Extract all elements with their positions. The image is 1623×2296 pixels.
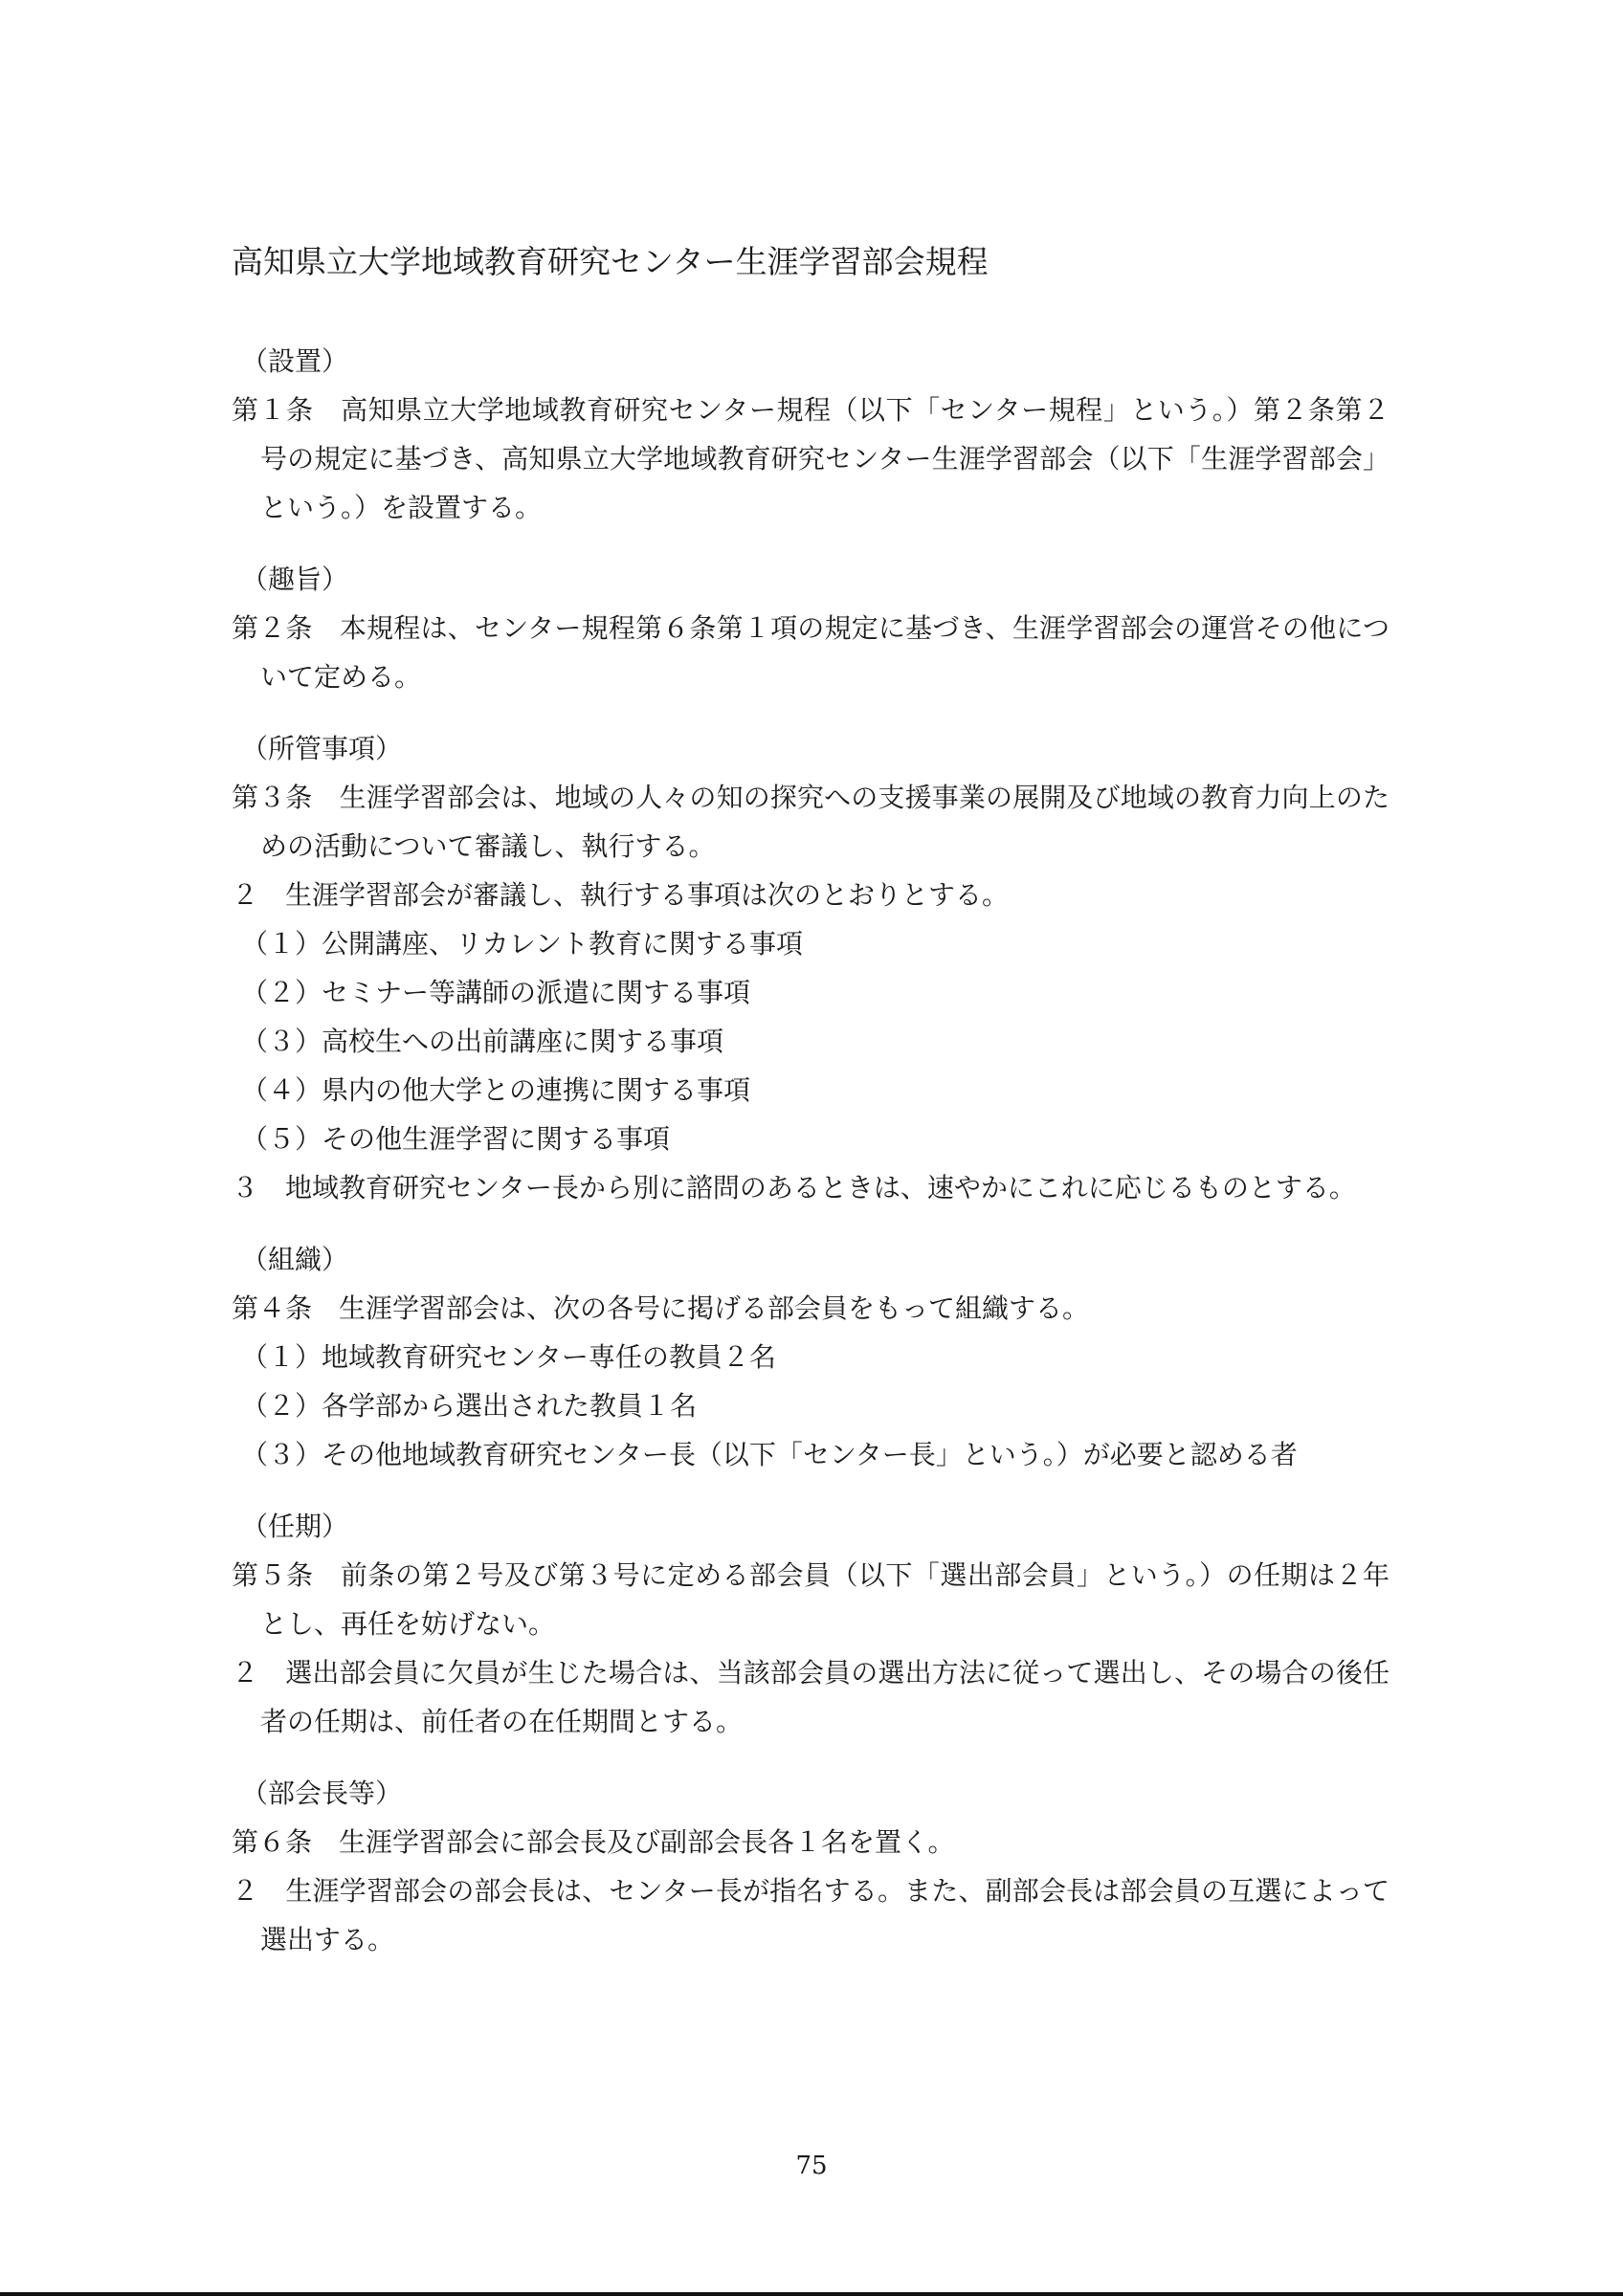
section-heading: （設置） bbox=[241, 345, 349, 377]
section-jurisdiction bbox=[232, 724, 1390, 1212]
article-3: 第３条 生涯学習部会は、地域の人々の知の探究への支援事業の展開及び地域の教育力向上のための活動について審議し、執行する。 bbox=[232, 782, 1390, 862]
section-heading: （任期） bbox=[241, 1511, 349, 1542]
article-3-paragraph-3: ３ 地域教育研究センター長から別に諮問のあるときは、速やかにこれに応じるものとする。 bbox=[232, 1172, 1356, 1203]
section-heading: （趣旨） bbox=[241, 563, 349, 595]
list-item: （２）セミナー等講師の派遣に関する事項 bbox=[241, 977, 751, 1008]
article-6-paragraph-2: ２ 生涯学習部会の部会長は、センター長が指名する。また、副部会長は部会員の互選によって選出する。 bbox=[232, 1875, 1390, 1955]
document-body bbox=[232, 337, 1390, 1964]
list-item: （２）各学部から選出された教員１名 bbox=[241, 1390, 698, 1422]
list-item: （３）高校生への出前講座に関する事項 bbox=[241, 1026, 724, 1057]
article-1: 第１条 高知県立大学地域教育研究センター規程（以下「センター規程」という。）第２条第２号の規定に基づき、高知県立大学地域教育研究センター生涯学習部会（以下「生涯学習部会」という。）を設置する。 bbox=[232, 394, 1390, 523]
section-heading: （組織） bbox=[241, 1244, 349, 1275]
article-4: 第４条 生涯学習部会は、次の各号に掲げる部会員をもって組織する。 bbox=[232, 1292, 1090, 1324]
section-organization bbox=[232, 1235, 1390, 1479]
article-3-paragraph-2: ２ 生涯学習部会が審議し、執行する事項は次のとおりとする。 bbox=[232, 879, 1010, 911]
section-heading: （所管事項） bbox=[241, 733, 403, 764]
list-item: （１）地域教育研究センター専任の教員２名 bbox=[241, 1341, 776, 1373]
article-6: 第６条 生涯学習部会に部会長及び副部会長各１名を置く。 bbox=[232, 1826, 955, 1858]
list-item: （４）県内の他大学との連携に関する事項 bbox=[241, 1074, 751, 1106]
section-establishment bbox=[232, 337, 1390, 532]
section-purpose bbox=[232, 555, 1390, 701]
list-item: （３）その他地域教育研究センター長（以下「センター長」という。）が必要と認める者 bbox=[241, 1439, 1298, 1470]
section-chair bbox=[232, 1769, 1390, 1964]
list-item: （１）公開講座、リカレント教育に関する事項 bbox=[241, 928, 804, 960]
bottom-rule bbox=[0, 2292, 1623, 2296]
section-term bbox=[232, 1502, 1390, 1746]
document-title: 高知県立大学地域教育研究センター生涯学習部会規程 bbox=[232, 243, 989, 280]
list-item: （５）その他生涯学習に関する事項 bbox=[241, 1123, 671, 1155]
article-5: 第５条 前条の第２号及び第３号に定める部会員（以下「選出部会員」という。）の任期は２年とし、再任を妨げない。 bbox=[232, 1559, 1390, 1640]
article-2: 第２条 本規程は、センター規程第６条第１項の規定に基づき、生涯学習部会の運営その他について定める。 bbox=[232, 612, 1390, 693]
page-number: 75 bbox=[795, 2152, 828, 2180]
section-heading: （部会長等） bbox=[241, 1777, 403, 1809]
article-5-paragraph-2: ２ 選出部会員に欠員が生じた場合は、当該部会員の選出方法に従って選出し、その場合の後任者の任期は、前任者の在任期間とする。 bbox=[232, 1657, 1390, 1737]
